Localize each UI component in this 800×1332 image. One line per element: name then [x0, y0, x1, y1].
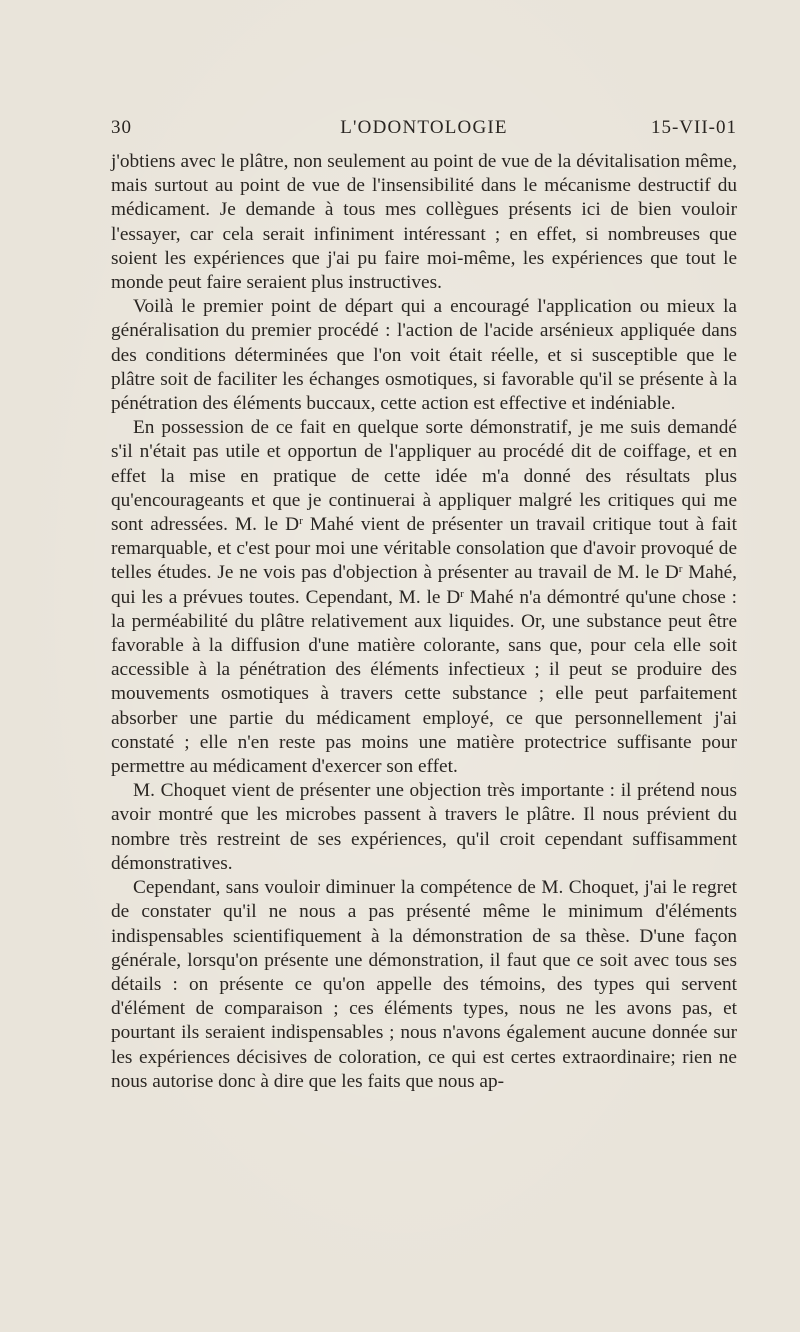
paragraph-3-part-3: Mahé, qui les a prévues toutes. Cependant, M. le D — [111, 562, 738, 608]
paragraph-3-part-2: Mahé vient de présenter un travail critique tout à fait remarquable, et c'est pour moi une véritable consolation que d'avoir provoqué de telles études. Je ne vois pas d'objection à présenter au travail de M. le D — [111, 514, 737, 584]
journal-title: L'ODONTOLOGIE — [340, 117, 508, 138]
paragraph-2: Voilà le premier point de départ qui a encouragé l'application ou mieux la généralisation du premier procédé : l'action de l'acide arsénieux appliquée dans des conditions déterminées que l'on voit était réelle, et si susceptible que le plâtre soit de faciliter les échanges osmotiques, si favorable qu'il se présente à la pénétration des éléments buccaux, cette action est effective et indéniable. — [111, 296, 737, 415]
paragraph-4: M. Choquet vient de présenter une objection très importante : il prétend nous avoir montré que les microbes passent à travers le plâtre. Il nous prévient du nombre très restreint de ses expériences, qu'il croit cependant suffisamment démonstratives. — [111, 780, 737, 874]
paragraph-3-part-1: En possession de ce fait en quelque sorte démonstratif, je me suis demandé s'il n'était pas utile et opportun de l'appliquer au procédé dit de coiffage, et en effet la mise en pratique de cette idée m'a donné des résultats plus qu'encourageants et que je continuerai à appliquer malgré les critiques qui me sont adressées. M. le D — [111, 417, 737, 536]
paragraph-1: j'obtiens avec le plâtre, non seulement au point de vue de la dévitalisation même, mais surtout au point de vue de l'insensibilité dans le mécanisme destructif du médicament. Je demande à tous mes collègues présents ici de bien vouloir l'essayer, car cela serait infiniment intéressant ; en effet, si nombreuses que soient les expériences que j'ai pu faire moi-même, les expériences que tout le monde peut faire seraient plus instructives. — [111, 151, 737, 294]
paragraph-3 — [111, 416, 737, 779]
paragraph-5: Cependant, sans vouloir diminuer la compétence de M. Choquet, j'ai le regret de constater qu'il ne nous a pas présenté même le minimum d'éléments indispensables scientifiquement à la démonstration de sa thèse. D'une façon générale, lorsqu'on présente une démonstration, il faut que ce soit avec tous ses détails : on présente ce qu'on appelle des témoins, des types qui servent d'élément de comparaison ; ces éléments types, nous ne les avons pas, et pourtant ils seraient indispensables ; nous n'avons également aucune donnée sur les expériences décisives de coloration, ce qui est certes extraordinaire; rien ne nous autorise donc à dire que les faits que nous ap- — [111, 877, 737, 1092]
issue-date: 15-VII-01 — [650, 117, 737, 138]
body-text — [111, 150, 737, 1094]
running-header — [111, 117, 737, 141]
doctor-superscript: r — [299, 515, 303, 528]
paragraph-3-part-4: Mahé n'a démontré qu'une chose : la perméabilité du plâtre relativement aux liquides. Or, une substance peut être favorable à la diffusion d'une matière colorante, sans que, pour cela elle soit accessible à la pénétration des éléments infectieux ; il peut se produire des mouvements osmotiques à travers cette substance ; elle peut parfaitement absorber une partie du médicament employé, ce que personnellement j'ai constaté ; elle n'en reste pas moins une matière protectrice suffisante pour permettre au médicament d'exercer son effet. — [111, 586, 737, 778]
doctor-superscript: r — [678, 563, 683, 576]
doctor-superscript: r — [460, 587, 464, 600]
page-number: 30 — [111, 117, 132, 138]
